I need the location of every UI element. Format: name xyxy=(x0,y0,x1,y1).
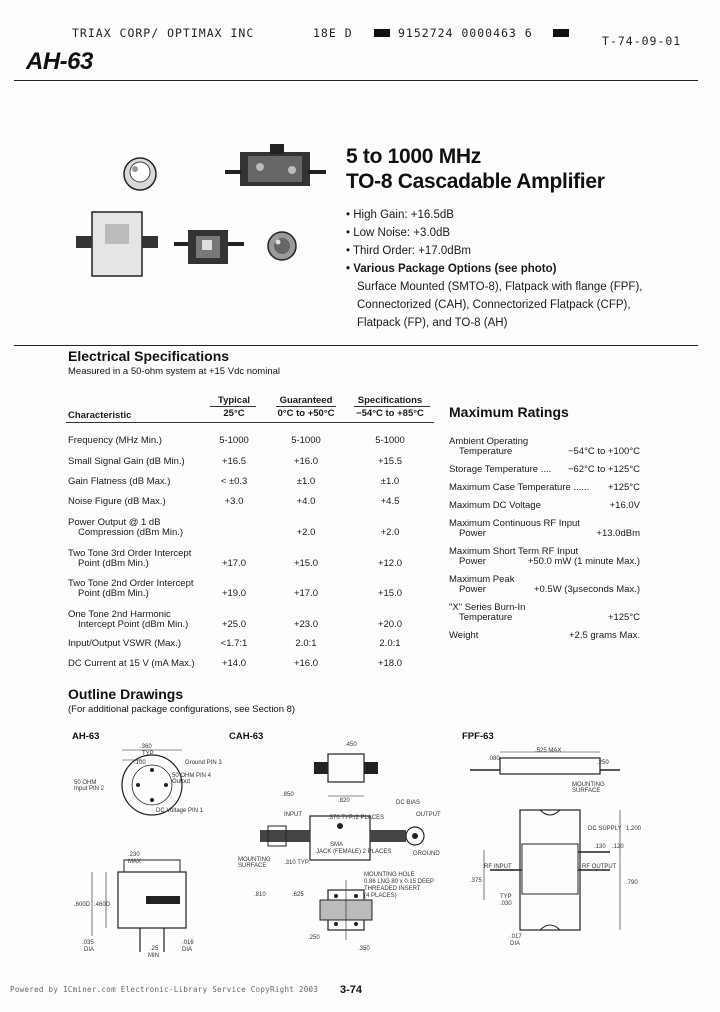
row-guaranteed: +2.0 xyxy=(296,527,316,538)
col-guaranteed-temp: 0°C to +50°C xyxy=(277,408,335,419)
watermark: Powered by ICminer.com Electronic-Library Service CopyRight 2003 xyxy=(10,985,319,994)
model-title: AH-63 xyxy=(26,48,93,75)
row-characteristic: Gain Flatness (dB Max.) xyxy=(68,476,171,487)
electrical-title: Electrical Specifications xyxy=(68,348,230,364)
rating-label: Weight xyxy=(449,630,479,641)
feature-item: • Various Package Options (see photo) xyxy=(346,263,557,275)
row-typical: <1.7:1 xyxy=(220,638,248,649)
rating-value: +0.5W (3μseconds Max.) xyxy=(533,584,640,595)
rating-value: +16.0V xyxy=(609,500,640,511)
row-characteristic-cont: Intercept Point (dBm Min.) xyxy=(78,619,189,630)
feature-item: • High Gain: +16.5dB xyxy=(346,209,454,221)
fpf63-label: FPF-63 xyxy=(462,731,494,742)
connectorized-icon xyxy=(76,212,158,276)
row-specification: 5-1000 xyxy=(375,435,405,446)
row-specification: +4.5 xyxy=(380,496,400,507)
row-specification: +15.0 xyxy=(377,588,403,599)
row-characteristic: One Tone 2nd Harmonic xyxy=(68,609,171,620)
row-typical: +14.0 xyxy=(221,658,247,669)
rating-value: −62°C to +125°C xyxy=(567,464,640,475)
flatpack-icon xyxy=(174,230,244,264)
row-characteristic: Input/Output VSWR (Max.) xyxy=(68,638,181,649)
row-typical: +17.0 xyxy=(221,558,247,569)
row-characteristic-cont: Point (dBm Min.) xyxy=(78,588,149,599)
table-rule xyxy=(276,406,336,407)
row-characteristic: Two Tone 2nd Order Intercept xyxy=(68,578,194,589)
row-specification: +20.0 xyxy=(377,619,403,630)
company-header: TRIAX CORP/ OPTIMAX INC xyxy=(72,26,255,40)
row-characteristic: Noise Figure (dB Max.) xyxy=(68,496,166,507)
product-title-1: 5 to 1000 MHz xyxy=(346,145,481,168)
barcode-mark xyxy=(553,29,569,37)
table-rule xyxy=(66,422,434,423)
rating-label: Ambient Operating xyxy=(449,436,529,447)
electrical-subtitle: Measured in a 50-ohm system at +15 Vdc nominal xyxy=(68,366,281,377)
row-specification: ±1.0 xyxy=(380,476,400,487)
col-specifications-temp: −54°C to +85°C xyxy=(356,408,424,419)
col-characteristic: Characteristic xyxy=(68,410,132,421)
row-guaranteed: +16.0 xyxy=(293,456,319,467)
options-text: Surface Mounted (SMTO-8), Flatpack with flange (FPF), Connectorized (CAH), Connectorized Flatpack (CFP), Flatpack (FP), and TO-8 (AH) xyxy=(357,281,643,329)
to8-can-icon xyxy=(124,158,156,190)
rating-value: −54°C to +100°C xyxy=(567,446,640,457)
page-number: 3-74 xyxy=(340,984,363,996)
rating-label: Maximum Case Temperature ...... xyxy=(449,482,590,493)
rating-label-cont: Temperature xyxy=(459,446,513,457)
rating-value: +50.0 mW (1 minute Max.) xyxy=(527,556,640,567)
row-guaranteed: +16.0 xyxy=(293,658,319,669)
row-characteristic-cont: Point (dBm Min.) xyxy=(78,558,149,569)
row-guaranteed: 5-1000 xyxy=(291,435,321,446)
row-characteristic: DC Current at 15 V (mA Max.) xyxy=(68,658,195,669)
rating-label: Maximum Continuous RF Input xyxy=(449,518,580,529)
row-guaranteed: 2.0:1 xyxy=(295,638,317,649)
cah63-label: CAH-63 xyxy=(229,731,264,742)
table-rule xyxy=(210,406,256,407)
row-specification: +2.0 xyxy=(380,527,400,538)
product-photo xyxy=(70,132,340,292)
product-title-2: TO-8 Cascadable Amplifier xyxy=(346,170,605,193)
rating-label-cont: Temperature xyxy=(459,612,513,623)
row-guaranteed: +15.0 xyxy=(293,558,319,569)
row-typical: +16.5 xyxy=(221,456,247,467)
rating-value: +125°C xyxy=(607,482,640,493)
max-ratings-title: Maximum Ratings xyxy=(449,404,569,420)
code-header: 18E D xyxy=(313,26,353,40)
row-characteristic-cont: Compression (dBm Min.) xyxy=(78,527,184,538)
divider xyxy=(14,345,698,346)
doc-number: 9152724 0000463 6 xyxy=(398,26,533,40)
row-specification: 2.0:1 xyxy=(379,638,401,649)
row-typical: 5-1000 xyxy=(219,435,249,446)
rating-label: Maximum Short Term RF Input xyxy=(449,546,579,557)
col-typical: Typical xyxy=(217,395,251,406)
row-guaranteed: +4.0 xyxy=(296,496,316,507)
rating-label: Maximum Peak xyxy=(449,574,515,585)
flatpack-flange-icon xyxy=(225,144,326,186)
outline-title: Outline Drawings xyxy=(68,686,184,702)
row-guaranteed: ±1.0 xyxy=(296,476,316,487)
row-typical: +19.0 xyxy=(221,588,247,599)
rating-value: +2.5 grams Max. xyxy=(568,630,640,641)
row-characteristic: Power Output @ 1 dB xyxy=(68,517,161,528)
rating-label: "X" Series Burn-In xyxy=(449,602,526,613)
rating-label: Maximum DC Voltage xyxy=(449,500,541,511)
row-characteristic: Frequency (MHz Min.) xyxy=(68,435,162,446)
rating-value: +13.0dBm xyxy=(596,528,640,539)
row-specification: +18.0 xyxy=(377,658,403,669)
outline-subtitle: (For additional package configurations, see Section 8) xyxy=(68,704,296,715)
rating-label-cont: Power xyxy=(459,528,486,539)
row-guaranteed: +17.0 xyxy=(293,588,319,599)
row-typical: < ±0.3 xyxy=(220,476,248,487)
row-characteristic: Two Tone 3rd Order Intercept xyxy=(68,548,192,559)
col-specifications: Specifications xyxy=(357,395,423,406)
barcode-mark xyxy=(374,29,390,37)
feature-item: • Third Order: +17.0dBm xyxy=(346,245,471,257)
date-code: T-74-09-01 xyxy=(602,34,682,48)
row-guaranteed: +23.0 xyxy=(293,619,319,630)
rating-label-cont: Power xyxy=(459,556,486,567)
rating-value: +125°C xyxy=(607,612,640,623)
rating-label: Storage Temperature .... xyxy=(449,464,552,475)
feature-item: • Low Noise: +3.0dB xyxy=(346,227,451,239)
divider xyxy=(14,80,698,81)
feature-list xyxy=(346,206,642,332)
table-rule xyxy=(354,406,430,407)
row-typical: +25.0 xyxy=(221,619,247,630)
smto8-icon xyxy=(268,232,296,260)
row-characteristic: Small Signal Gain (dB Min.) xyxy=(68,456,185,467)
row-specification: +12.0 xyxy=(377,558,403,569)
row-specification: +15.5 xyxy=(377,456,403,467)
col-guaranteed: Guaranteed xyxy=(279,395,333,406)
rating-label-cont: Power xyxy=(459,584,486,595)
row-typical: +3.0 xyxy=(224,496,244,507)
ah63-label: AH-63 xyxy=(72,731,100,742)
col-typical-temp: 25°C xyxy=(223,408,245,419)
